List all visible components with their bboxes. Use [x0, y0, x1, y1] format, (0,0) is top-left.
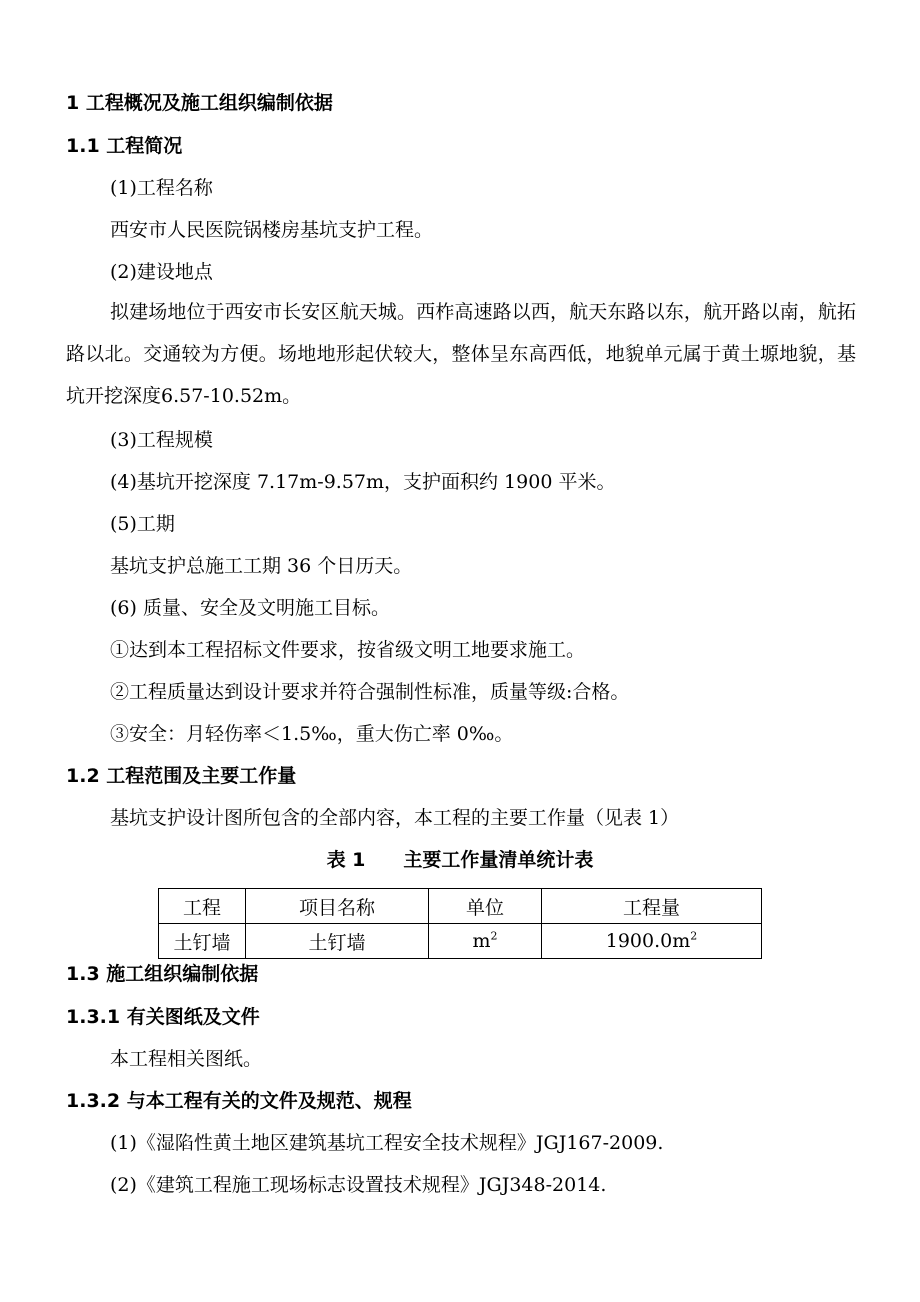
- table-header-cell: 工程量: [542, 889, 762, 924]
- drawings-text: 本工程相关图纸。: [110, 1048, 263, 1070]
- section-heading-1-1: 1.1 工程简况: [66, 135, 183, 157]
- unit-superscript: 2: [490, 929, 498, 943]
- quantity-base: 1900.0m: [605, 930, 691, 952]
- project-name-label: (1)工程名称: [110, 177, 213, 199]
- section-heading-1-3-2: 1.3.2 与本工程有关的文件及规范、规程: [66, 1090, 412, 1112]
- quantity-superscript: 2: [690, 929, 698, 943]
- table-title: 主要工作量清单统计表: [403, 849, 594, 871]
- goal-item: ③安全：月轻伤率＜1.5‰，重大伤亡率 0‰。: [110, 723, 514, 745]
- duration-label: (5)工期: [110, 513, 175, 535]
- section-heading-1-3: 1.3 施工组织编制依据: [66, 963, 259, 985]
- unit-base: m: [472, 930, 491, 952]
- scale-label: (3)工程规模: [110, 429, 213, 451]
- table-number: 表 1: [326, 849, 366, 871]
- project-name-text: 西安市人民医院锅楼房基坑支护工程。: [110, 219, 434, 241]
- excavation-depth-text: (4)基坑开挖深度 7.17m-9.57m，支护面积约 1900 平米。: [110, 471, 616, 493]
- location-paragraph: 拟建场地位于西安市长安区航天城。西柞高速路以西，航天东路以东，航开路以南，航拓路以北。交通较为方便。场地地形起伏较大，整体呈东高西低，地貌单元属于黄土塬地貌，基坑开挖深度6.57-10.52m。: [66, 301, 856, 407]
- duration-text: 基坑支护总施工工期 36 个日历天。: [110, 555, 413, 577]
- table-header-cell: 工程: [159, 889, 246, 924]
- table-header-cell: 项目名称: [246, 889, 429, 924]
- spec-item: (2)《建筑工程施工现场标志设置技术规程》JGJ348-2014.: [110, 1174, 607, 1196]
- section-heading-1: 1 工程概况及施工组织编制依据: [66, 92, 333, 114]
- section-heading-1-3-1: 1.3.1 有关图纸及文件: [66, 1006, 260, 1028]
- location-label: (2)建设地点: [110, 261, 213, 283]
- section-heading-1-2: 1.2 工程范围及主要工作量: [66, 765, 297, 787]
- goal-item: ②工程质量达到设计要求并符合强制性标准，质量等级:合格。: [110, 681, 630, 703]
- goals-label: (6) 质量、安全及文明施工目标。: [110, 597, 390, 619]
- goal-item: ①达到本工程招标文件要求，按省级文明工地要求施工。: [110, 639, 586, 661]
- table-cell-quantity: [542, 924, 762, 959]
- quantity-table: [158, 888, 762, 959]
- table-header-row: [159, 889, 762, 924]
- spec-item: (1)《湿陷性黄土地区建筑基坑工程安全技术规程》JGJ167-2009.: [110, 1132, 664, 1154]
- table-cell-item-name: 土钉墙: [246, 924, 429, 959]
- scope-text: 基坑支护设计图所包含的全部内容，本工程的主要工作量（见表 1）: [110, 807, 680, 829]
- table-cell-unit: [429, 924, 542, 959]
- table-header-cell: 单位: [429, 889, 542, 924]
- table-cell-project: 土钉墙: [159, 924, 246, 959]
- table-row: [159, 924, 762, 959]
- table-caption: [0, 848, 920, 872]
